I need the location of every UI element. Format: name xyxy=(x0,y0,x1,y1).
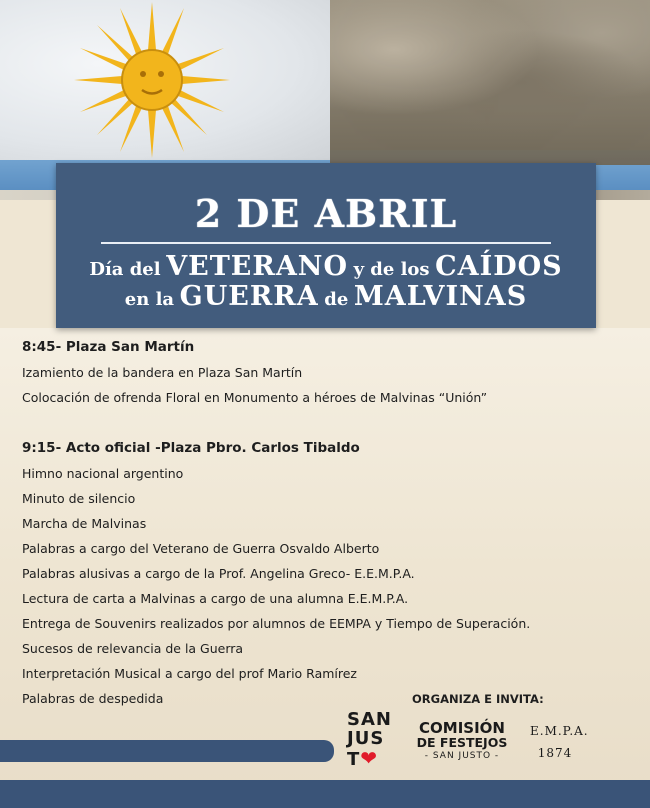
subtitle-dia-del: Día del xyxy=(89,259,161,280)
comision-line-2: DE FESTEJOS xyxy=(416,735,508,750)
sponsor-label: ORGANIZA E INVITA: xyxy=(412,692,544,706)
subtitle xyxy=(56,252,596,311)
schedule-spacer xyxy=(22,410,642,436)
schedule-item: Himno nacional argentino xyxy=(22,466,184,481)
decorative-bar-bottom xyxy=(0,780,650,808)
comision-line-1: COMISIÓN xyxy=(419,719,505,737)
subtitle-en-la: en la xyxy=(124,288,175,310)
subtitle-malvinas: MALVINAS xyxy=(353,280,528,312)
schedule-item: Palabras a cargo del Veterano de Guerra Osvaldo Alberto xyxy=(22,541,380,556)
subtitle-veterano: VETERANO xyxy=(166,251,348,282)
schedule-item: Lectura de carta a Malvinas a cargo de una alumna E.E.M.P.A. xyxy=(22,591,409,606)
empa-logo xyxy=(530,724,589,760)
soldiers-photo xyxy=(330,0,650,165)
schedule-heading-0915: 9:15- Acto oficial -Plaza Pbro. Carlos Tibaldo xyxy=(22,440,360,456)
schedule-item: Palabras alusivas a cargo de la Prof. Angelina Greco- E.E.M.P.A. xyxy=(22,566,415,581)
decorative-bar-left xyxy=(0,740,334,762)
schedule xyxy=(22,335,642,711)
san-justo-logo-line-1: SAN xyxy=(347,709,392,730)
subtitle-line-2 xyxy=(56,282,596,312)
comision-festejos-logo xyxy=(407,720,517,763)
schedule-item: Entrega de Souvenirs realizados por alumnos de EEMPA y Tiempo de Superación. xyxy=(22,616,531,631)
schedule-item: Palabras de despedida xyxy=(22,691,164,706)
title-divider xyxy=(101,242,551,244)
subtitle-y-de-los: y de los xyxy=(353,259,430,280)
heart-icon: ❤ xyxy=(360,746,379,770)
page-title: 2 DE ABRIL xyxy=(194,191,458,236)
sol-de-mayo-icon xyxy=(72,0,232,160)
san-justo-logo-line-2: JUS xyxy=(347,728,385,749)
subtitle-de: de xyxy=(324,288,349,310)
schedule-item: Marcha de Malvinas xyxy=(22,516,147,531)
schedule-item: Interpretación Musical a cargo del prof Mario Ramírez xyxy=(22,666,357,681)
schedule-item: Izamiento de la bandera en Plaza San Martín xyxy=(22,365,303,380)
schedule-item: Minuto de silencio xyxy=(22,491,136,506)
subtitle-guerra: GUERRA xyxy=(179,280,319,312)
empa-name: E.M.P.A. xyxy=(530,724,589,738)
schedule-item: Colocación de ofrenda Floral en Monumento a héroes de Malvinas “Unión” xyxy=(22,390,488,405)
san-justo-logo-line-3 xyxy=(347,748,397,769)
schedule-item: Sucesos de relevancia de la Guerra xyxy=(22,641,244,656)
empa-number: 1874 xyxy=(537,746,573,760)
title-box xyxy=(56,163,596,328)
comision-line-3: - SAN JUSTO - xyxy=(424,751,500,761)
san-justo-logo-t: T xyxy=(347,749,361,770)
san-justo-logo xyxy=(347,710,397,769)
schedule-heading-0845: 8:45- Plaza San Martín xyxy=(22,339,195,355)
subtitle-caidos: CAÍDOS xyxy=(435,251,563,282)
subtitle-line-1 xyxy=(56,252,596,282)
